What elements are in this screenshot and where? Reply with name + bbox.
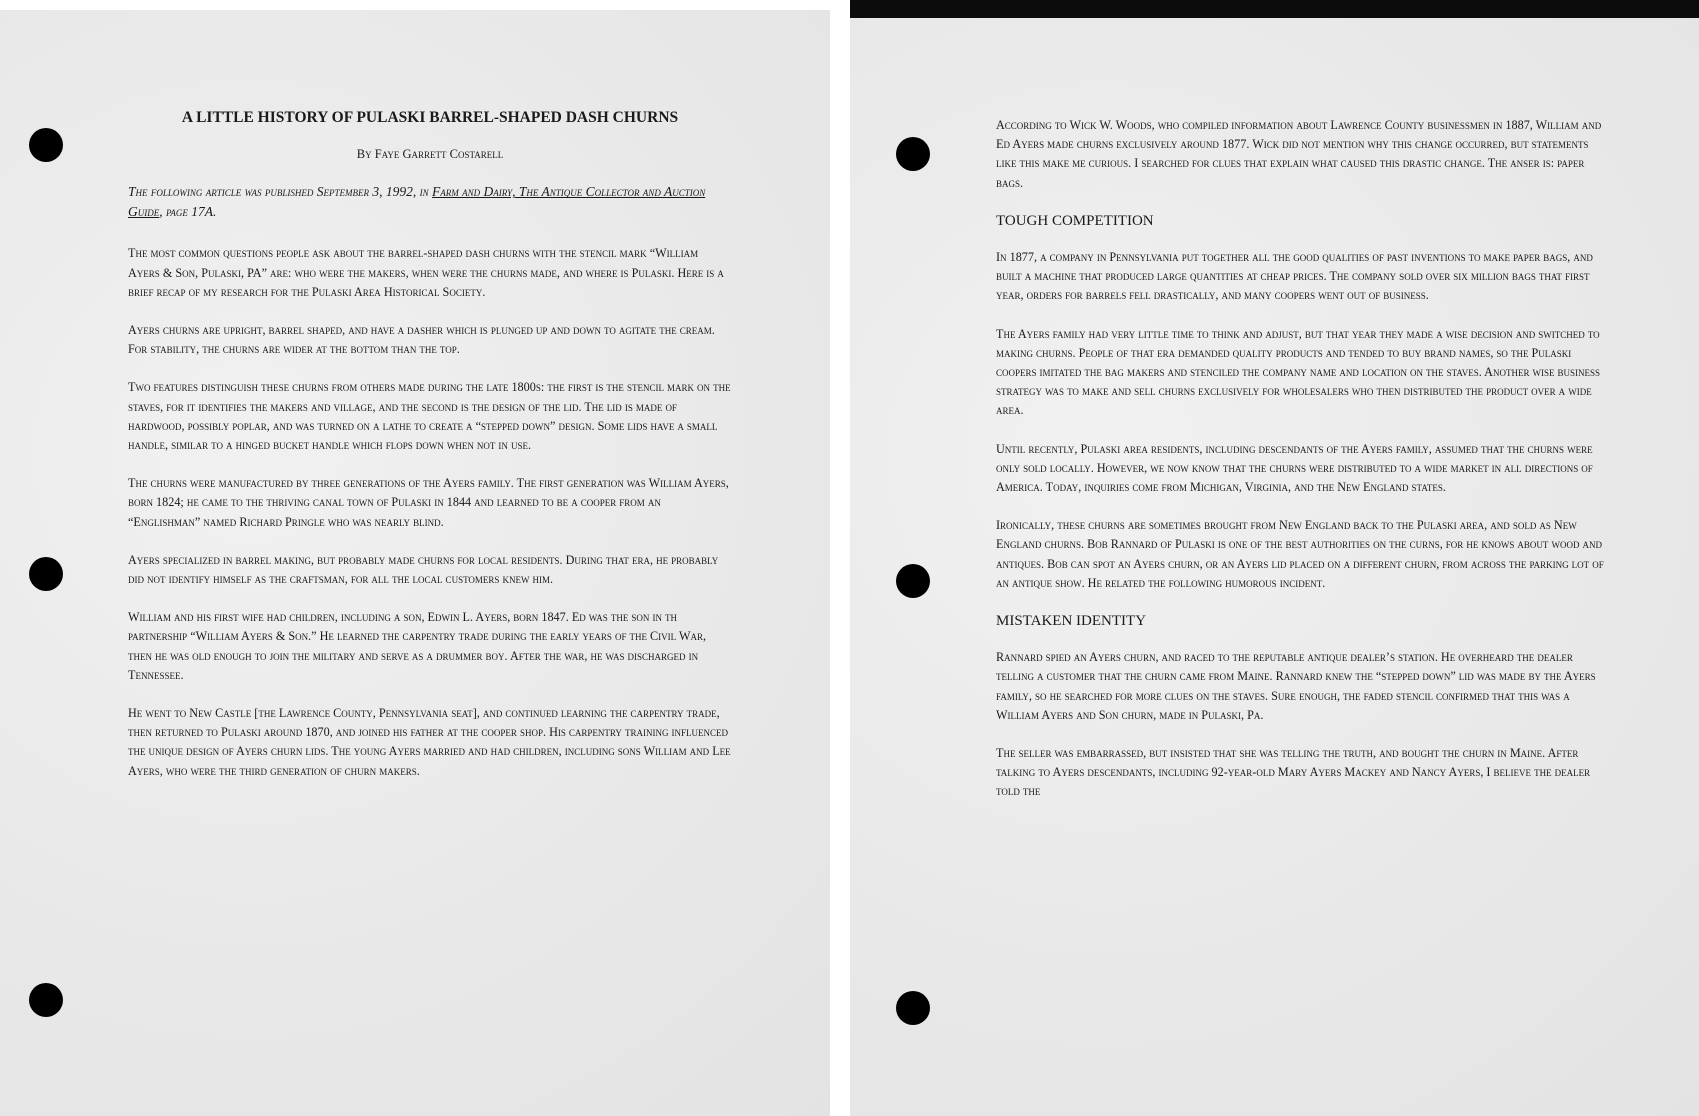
punch-hole-icon bbox=[896, 564, 930, 598]
paragraph: The churns were manufactured by three generations of the Ayers family. The first generation was William Ayers, born 1824; he came to the thriving canal town of Pulaski in 1844 and learned to be a cooper from an “Englishman” named Richard Pringle who was nearly blind. bbox=[128, 476, 729, 529]
punch-hole-icon bbox=[29, 557, 63, 591]
publication-note bbox=[128, 182, 732, 222]
paragraph: The most common questions people ask about the barrel-shaped dash churns with the stencil mark “William Ayers & Son, Pulaski, PA” are: who were the makers, when were the churns made, and where is Pulaski. Here is a brief recap of my research for the Pulaski Area Historical Society. bbox=[128, 246, 724, 299]
paragraph: Ironically, these churns are sometimes brought from New England back to the Pulaski area, and sold as New England churns. Bob Rannard of Pulaski is one of the best authorities on the curns, for he knows about wood and antiques. Bob can spot an Ayers churn, or an Ayers lid placed on a different churn, from across the parking lot of an antique show. He related the following humorous incident. bbox=[996, 518, 1604, 590]
scan-border-top bbox=[850, 0, 1699, 18]
paragraph: The Ayers family had very little time to think and adjust, but that year they made a wise decision and switched to making churns. People of that era demanded quality products and tended to buy brand names, so the Pulaski coopers imitated the bag makers and stenciled the company name and location on the staves. Another wise business strategy was to make and sell churns exclusively for wholesalers who then distributed the product over a wide area. bbox=[996, 326, 1601, 418]
paragraph: Until recently, Pulaski area residents, including descendants of the Ayers family, assumed that the churns were only sold locally. However, we now know that the churns were distributed to a wide market in all directions of America. Today, inquiries come from Michigan, Virginia, and the New England states. bbox=[996, 441, 1593, 495]
paragraph: Ayers churns are upright, barrel shaped, and have a dasher which is plunged up and down to agitate the cream. For stability, the churns are wider at the bottom than the top. bbox=[128, 323, 715, 357]
paragraph: The seller was embarrassed, but insisted that she was telling the truth, and bought the churn in Maine. After talking to Ayers descendants, including 92-year-old Mary Ayers Mackey and Nancy Ayers, I believe the dealer told the bbox=[996, 746, 1591, 799]
publication-note-suffix: , page 17A. bbox=[159, 204, 217, 220]
section-heading: MISTAKEN IDENTITY bbox=[996, 613, 1147, 630]
section-heading: TOUGH COMPETITION bbox=[996, 212, 1154, 229]
paragraph: William and his first wife had children, including a son, Edwin L. Ayers, born 1847. Ed was the son in th partnership “William Ayers & Son.” He learned the carpentry trade during the early years of the Civil War, then he was old enough to join the military and serve as a drummer boy. After the war, he was discharged in Tennessee. bbox=[128, 610, 707, 682]
paragraph: He went to New Castle [the Lawrence County, Pennsylvania seat], and continued learning the carpentry trade, then returned to Pulaski around 1870, and joined his father at the cooper shop. His carpentry training influenced the unique design of Ayers churn lids. The young Ayers married and had children, including sons William and Lee Ayers, who were the third generation of churn makers. bbox=[128, 706, 731, 778]
punch-hole-icon bbox=[29, 983, 63, 1017]
publication-note-prefix: The following article was published September 3, 1992, in bbox=[128, 184, 432, 200]
paragraph: Rannard spied an Ayers churn, and raced to the reputable antique dealer’s station. He overheard the dealer telling a customer that the churn came from Maine. Rannard knew the “stepped down” lid was made by the Ayers family, so he searched for more clues on the staves. Sure enough, the faded stencil confirmed that this was a William Ayers and Son churn, made in Pulaski, Pa. bbox=[996, 650, 1596, 722]
publication-name: Farm and Dairy, The Antique Collector and Auction Guide bbox=[128, 184, 706, 220]
paragraph: Two features distinguish these churns from others made during the late 1800s: the first is the stencil mark on the staves, for it identifies the makers and village, and the second is the design of the lid. The lid is made of hardwood, possibly poplar, and was turned on a lathe to create a “stepped down” design. Some lids have a small handle, similar to a hinged bucket handle which flops down when not in use. bbox=[128, 380, 731, 453]
paragraph: According to Wick W. Woods, who compiled information about Lawrence County businessmen in 1887, William and Ed Ayers made churns exclusively around 1877. Wick did not mention why this change occurred, but statements like this make me curious. I searched for clues that explain what caused this drastic change. The anser is: paper bags. bbox=[996, 118, 1602, 190]
paragraph: Ayers specialized in barrel making, but probably made churns for local residents. During that era, he probably did not identify himself as the craftsman, for all the local customers knew him. bbox=[128, 552, 719, 587]
left-page-content bbox=[128, 100, 732, 800]
punch-hole-icon bbox=[896, 991, 930, 1025]
paragraph: In 1877, a company in Pennsylvania put together all the good qualities of past inventions to make paper bags, and built a machine that produced large quantities at cheap prices. The company sold over six million bags that first year, orders for barrels fell drastically, and many coopers went out of business. bbox=[996, 250, 1593, 303]
punch-hole-icon bbox=[29, 128, 63, 162]
punch-hole-icon bbox=[896, 137, 930, 171]
byline: By Faye Garrett Costarell bbox=[356, 147, 504, 162]
article-title: A LITTLE HISTORY OF PULASKI BARREL-SHAPED DASH CHURNS bbox=[181, 109, 679, 126]
right-page-content bbox=[996, 116, 1606, 821]
